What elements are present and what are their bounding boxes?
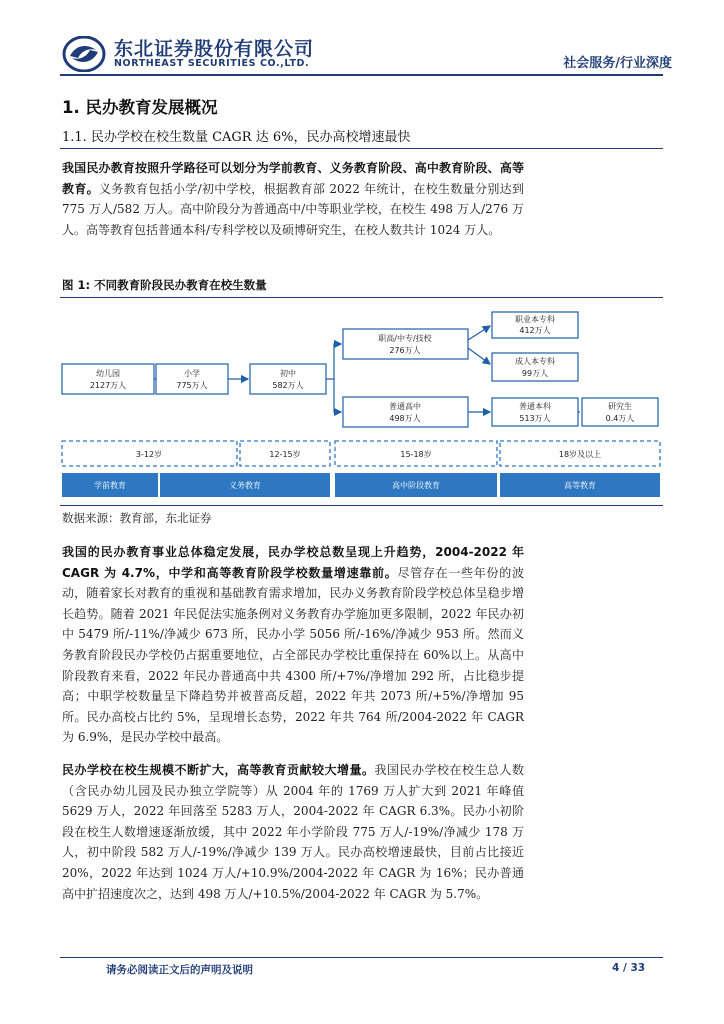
label-primary-value: 775万人 [176,381,208,390]
company-name-cn: 东北证券股份有限公司 [114,38,315,60]
paragraph-students [62,760,524,904]
arrow-vocational-college [468,326,490,340]
report-type: 社会服务/行业深度 [563,56,672,71]
label-graduate-value: 0.4万人 [605,414,635,423]
label-undergrad-value: 513万人 [519,414,551,423]
paragraph-students-body: 我国民办学校在校生总人数（含民办幼儿园及民办独立学院等）从 2004 年的 1769 万人扩大到 2021 年峰值 5629 万人，2022 年回落至 5283 万人，2004-2022 年 CAGR 6.3%。民办小初阶段在校生人数增速逐渐放缓，其中 2022 年小学阶段 775 万人/-19%/净减少 178 万人，初中阶段 582 万人/-19%/净减少 139 万人。民办高校增速最快，目前占比接近 20%，2022 年达到 1024 万人/+10.9%/2004-2022 年 CAGR 为 16%；民办普通高中扩招速度次之，达到 498 万人/+10.5%/2004-2022 年 CAGR 为 5.7%。 [62,763,524,901]
stage-label-preschool: 学前教育 [94,481,126,490]
age-label-3: 15-18岁 [400,450,432,459]
diagram-boxes [62,312,658,427]
label-adult-college-value: 99万人 [521,369,549,378]
label-vocational-college-name: 职业本专科 [515,315,555,324]
paragraph-intro-lead: 我国民办教育按照升学路径可以划分为学前教育、义务教育阶段、高中教育阶段、高等教育。 [62,161,524,196]
stage-label-highschool: 高中阶段教育 [392,481,440,490]
label-senior-value: 498万人 [389,414,421,423]
footer-disclaimer: 请务必阅读正文后的声明及说明 [106,964,253,976]
label-vocational-college-value: 412万人 [519,326,551,335]
paragraph-schools-lead: 我国的民办教育事业总体稳定发展，民办学校总数呈现上升趋势，2004-2022 年 CAGR 为 4.7%，中学和高等教育阶段学校数量增速靠前。 [62,545,524,580]
label-adult-college-name: 成人本专科 [515,357,555,366]
section-title: 1. 民办教育发展概况 [62,98,218,117]
paragraph-schools [62,542,524,748]
arrow-vocational-adult [468,348,490,364]
label-vocational-name: 职高/中专/技校 [378,334,432,343]
label-graduate-name: 研究生 [608,402,632,411]
stage-label-compulsory: 义务教育 [229,481,261,490]
education-flow-diagram [0,0,724,510]
label-senior-name: 普通高中 [389,402,421,411]
age-label-1: 3-12岁 [135,450,163,459]
figure-title: 图 1: 不同教育阶段民办教育在校生数量 [62,278,267,292]
age-label-4: 18岁及以上 [558,450,602,459]
age-label-2: 12-15岁 [269,450,301,459]
paragraph-intro-body: 义务教育包括小学/初中学校，根据教育部 2022 年统计，在校生数量分别达到 775 万人/582 万人。高中阶段分为普通高中/中等职业学校，在校生 498 万人/276 万人。高等教育包括普通本科/专科学校以及硕博研究生，在校人数共计 1024 万人。 [62,181,524,237]
label-junior-value: 582万人 [272,381,304,390]
arrow-junior-senior [334,379,341,412]
label-undergrad-name: 普通本科 [519,402,551,411]
paragraph-students-lead: 民办学校在校生规模不断扩大，高等教育贡献较大增量。 [62,763,375,777]
label-kindergarten-name: 幼儿园 [96,369,120,378]
label-primary-name: 小学 [184,369,200,378]
label-junior-name: 初中 [280,369,296,378]
label-kindergarten-value: 2127万人 [89,381,127,390]
figure-source: 数据来源：教育部，东北证券 [62,511,212,525]
page-number: 4 / 33 [612,962,646,974]
stage-label-higher: 高等教育 [564,481,596,490]
section-subtitle: 1.1. 民办学校在校生数量 CAGR 达 6%，民办高校增速最快 [62,130,411,145]
arrow-junior-vocational [326,344,341,379]
company-name-en: NORTHEAST SECURITIES CO.,LTD. [114,58,310,69]
label-vocational-value: 276万人 [389,346,421,355]
paragraph-schools-body: 尽管存在一些年份的波动，随着家长对教育的重视和基础教育需求增加，民办义务教育阶段学校总体呈稳步增长趋势。随着 2021 年民促法实施条例对义务教育办学施加更多限制，2022 年民办初中 5479 所/-11%/净减少 673 所，民办小学 5056 所/-16%/净减少 953 所。然而义务教育阶段民办学校仍占据重要地位，占全部民办学校比重保持在 60%以上。从高中阶段教育来看，2022 年民办普通高中共 4300 所/+7%/净增加 292 所，占比稳步提高；中职学校数量呈下降趋势并被普高反超，2022 年共 2073 所/+5%/净增加 95 所。民办高校占比约 5%，呈现增长态势，2022 年共 764 所/2004-2022 年 CAGR 为 6.9%，是民办学校中最高。 [62,565,524,745]
figure-bottom-divider [60,505,663,506]
footer-divider [60,957,663,958]
